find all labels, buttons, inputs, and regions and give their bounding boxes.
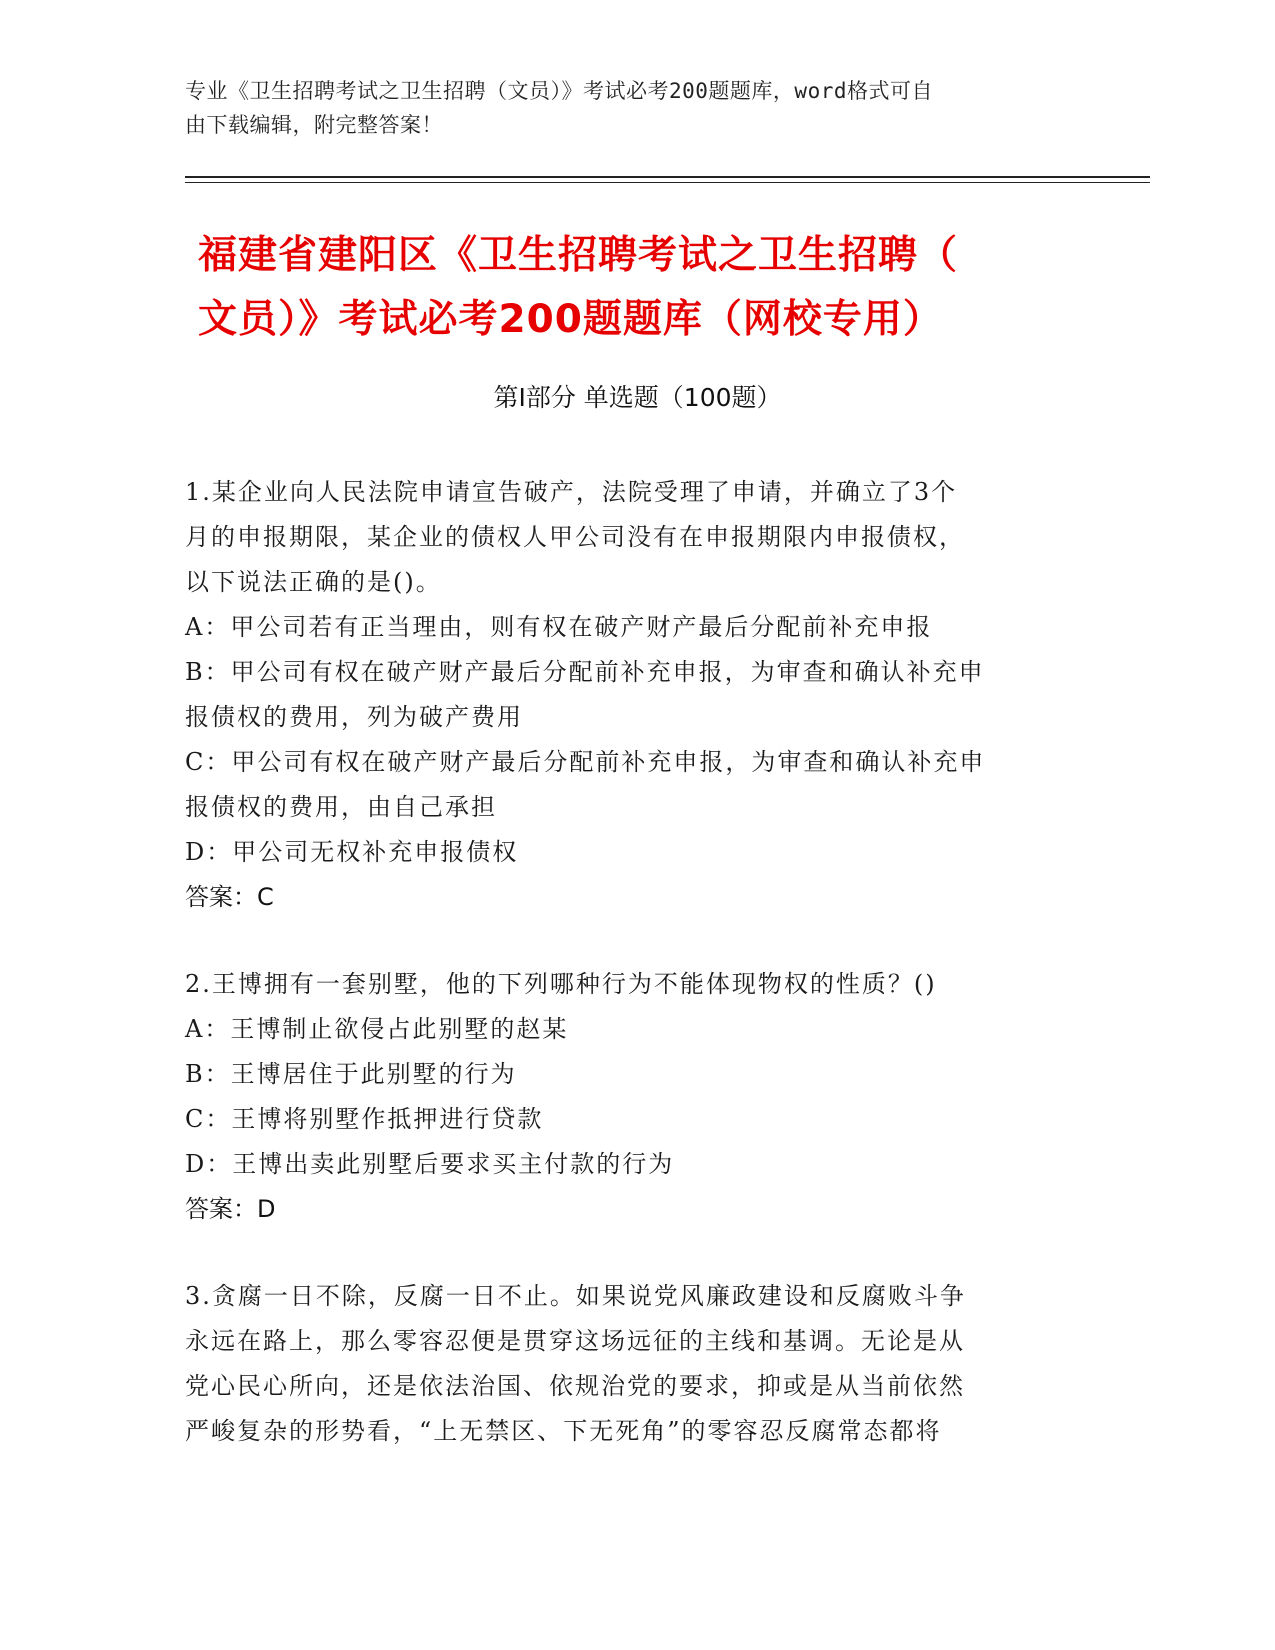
question-text-line: 月的申报期限，某企业的债权人甲公司没有在申报期限内申报债权， (185, 523, 965, 551)
header-note-line: 由下载编辑，附完整答案！ (185, 113, 443, 137)
option-c-continued: 报债权的费用，由自己承担 (185, 793, 497, 821)
header-note (185, 74, 1065, 142)
option-b: B：甲公司有权在破产财产最后分配前补充申报，为审查和确认补充申 (185, 658, 985, 686)
option-d: D：甲公司无权补充申报债权 (185, 838, 519, 866)
question-1 (185, 470, 1065, 920)
option-d: D：王博出卖此别墅后要求买主付款的行为 (185, 1150, 675, 1178)
header-divider-thick (185, 176, 1150, 178)
section-title: 第Ⅰ部分 单选题（100题） (493, 383, 782, 412)
option-a: A：甲公司若有正当理由，则有权在破产财产最后分配前补充申报 (185, 613, 933, 641)
option-b-continued: 报债权的费用，列为破产费用 (185, 703, 523, 731)
question-text-line: 永远在路上，那么零容忍便是贯穿这场远征的主线和基调。无论是从 (185, 1327, 965, 1355)
question-list (185, 470, 1065, 1496)
question-3 (185, 1274, 1065, 1454)
option-c: C：甲公司有权在破产财产最后分配前补充申报，为审查和确认补充申 (185, 748, 986, 776)
header-divider-thin (185, 182, 1150, 183)
document-title (198, 224, 1078, 352)
answer-label: 答案：D (185, 1195, 276, 1223)
option-b: B：王博居住于此别墅的行为 (185, 1060, 517, 1088)
question-text-line: 严峻复杂的形势看，“上无禁区、下无死角”的零容忍反腐常态都将 (185, 1417, 942, 1445)
document-title-line: 福建省建阳区《卫生招聘考试之卫生招聘（ (198, 233, 959, 278)
question-text-line: 3.贪腐一日不除，反腐一日不止。如果说党风廉政建设和反腐败斗争 (185, 1282, 966, 1310)
option-c: C：王博将别墅作抵押进行贷款 (185, 1105, 544, 1133)
question-text-line: 1.某企业向人民法院申请宣告破产，法院受理了申请，并确立了3个 (185, 478, 958, 506)
question-text-line: 2.王博拥有一套别墅，他的下列哪种行为不能体现物权的性质？() (185, 970, 937, 998)
option-a: A：王博制止欲侵占此别墅的赵某 (185, 1015, 569, 1043)
question-text-line: 以下说法正确的是()。 (185, 568, 442, 596)
document-title-line: 文员）》考试必考200题题库（网校专用） (198, 297, 943, 342)
question-text-line: 党心民心所向，还是依法治国、依规治党的要求，抑或是从当前依然 (185, 1372, 965, 1400)
answer-label: 答案：C (185, 883, 274, 911)
header-note-line: 专业《卫生招聘考试之卫生招聘（文员）》考试必考200题题库，word格式可自 (185, 79, 933, 103)
question-2 (185, 962, 1065, 1232)
